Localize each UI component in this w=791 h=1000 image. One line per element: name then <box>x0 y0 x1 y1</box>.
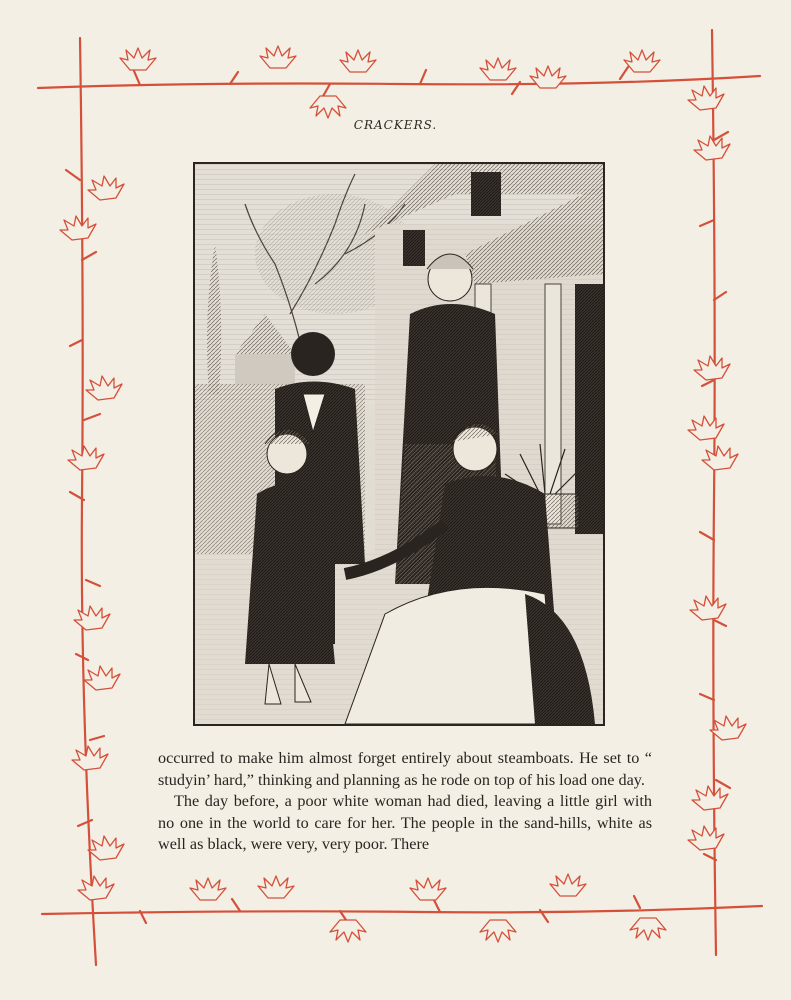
engraving-illustration <box>193 162 605 726</box>
running-head: CRACKERS. <box>353 118 438 132</box>
body-text <box>158 748 652 856</box>
paragraph-1: occurred to make him almost forget entirely about steamboats. He set to “ studyin’ hard,” thinking and planning as he rode on top of his load one day. <box>158 749 652 789</box>
paragraph-2: The day before, a poor white woman had died, leaving a little girl with no one in the world to care for her. The people in the sand-hills, white as well as black, were very, very poor. There <box>158 792 652 853</box>
